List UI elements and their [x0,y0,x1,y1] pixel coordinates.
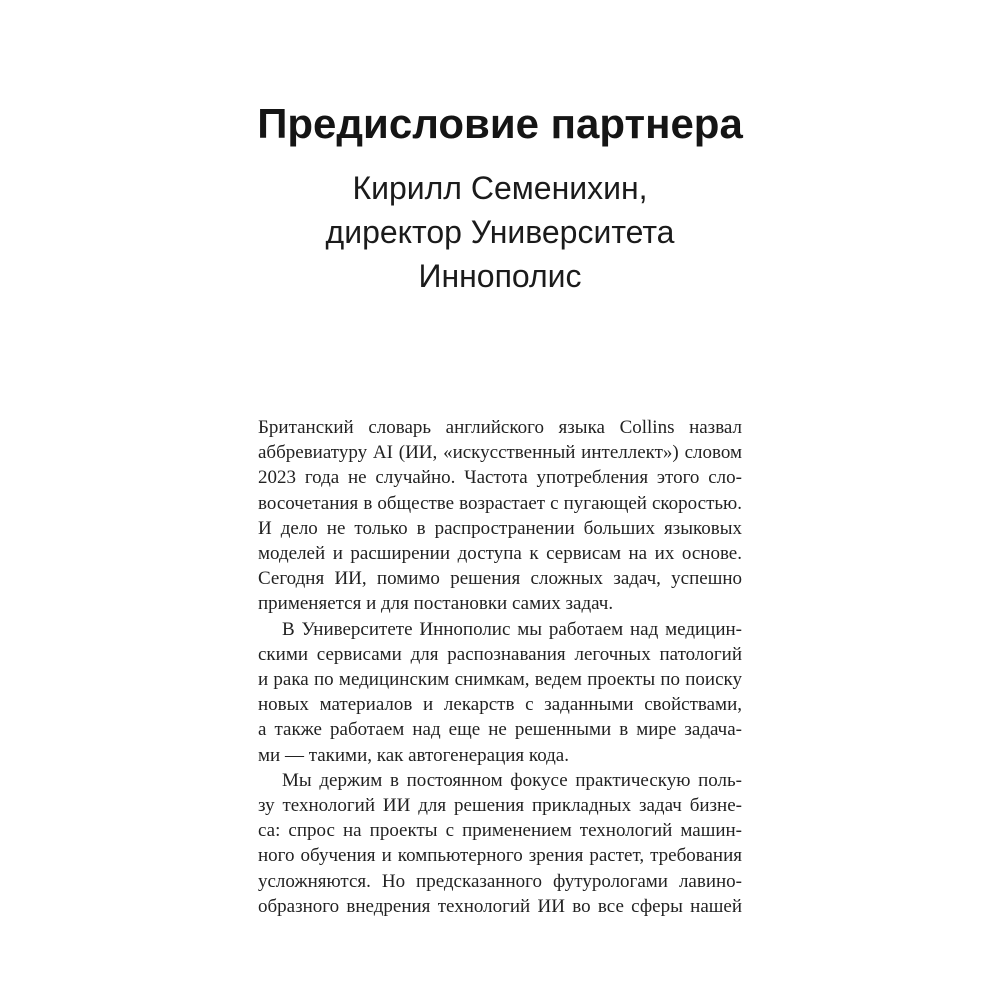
author-line: Иннополис [418,258,582,294]
text-line: ми — такими, как автогенерация кода. [258,744,569,766]
paragraph [258,768,742,919]
text-line: новых материалов и лекарств с заданными свойствами, [258,694,742,716]
body-text [258,415,742,919]
text-line: моделей и расширении доступа к сервисам на их основе. [258,543,742,565]
text-line: а также работаем над еще не решенными в мире задача- [258,719,742,741]
text-line: скими сервисами для распознавания легочных патологий [258,643,742,665]
text-line: Сегодня ИИ, помимо решения сложных задач, успешно [258,568,742,590]
author-line: директор Университета [325,214,675,250]
chapter-author [0,166,1000,298]
text-line: И дело не только в распространении больших языковых [258,517,742,539]
text-line: аббревиатуру AI (ИИ, «искусственный интеллект») словом [258,442,742,464]
text-line: Мы держим в постоянном фокусе практическую поль- [282,769,742,791]
paragraph [258,617,742,768]
text-line: и рака по медицинским снимкам, ведем проекты по поиску [258,669,742,691]
text-line: восочетания в обществе возрастает с пугающей скоростью. [258,492,742,514]
chapter-title: Предисловие партнера [257,100,743,147]
text-line: В Университете Иннополис мы работаем над медицин- [282,618,742,640]
text-line: образного внедрения технологий ИИ во все сферы нашей [258,895,742,917]
text-line: зу технологий ИИ для решения прикладных задач бизне- [258,795,742,817]
text-line: усложняются. Но предсказанного футурологами лавино- [258,870,742,892]
text-line: ного обучения и компьютерного зрения растет, требования [258,845,742,867]
text-line: Британский словарь английского языка Collins назвал [258,417,742,438]
text-line: са: спрос на проекты с применением технологий машин- [258,820,742,842]
author-line: Кирилл Семенихин, [352,170,648,206]
paragraph [258,415,742,617]
text-line: применяется и для постановки самих задач. [258,593,614,615]
text-line: 2023 года не случайно. Частота употребления этого сло- [258,467,742,489]
